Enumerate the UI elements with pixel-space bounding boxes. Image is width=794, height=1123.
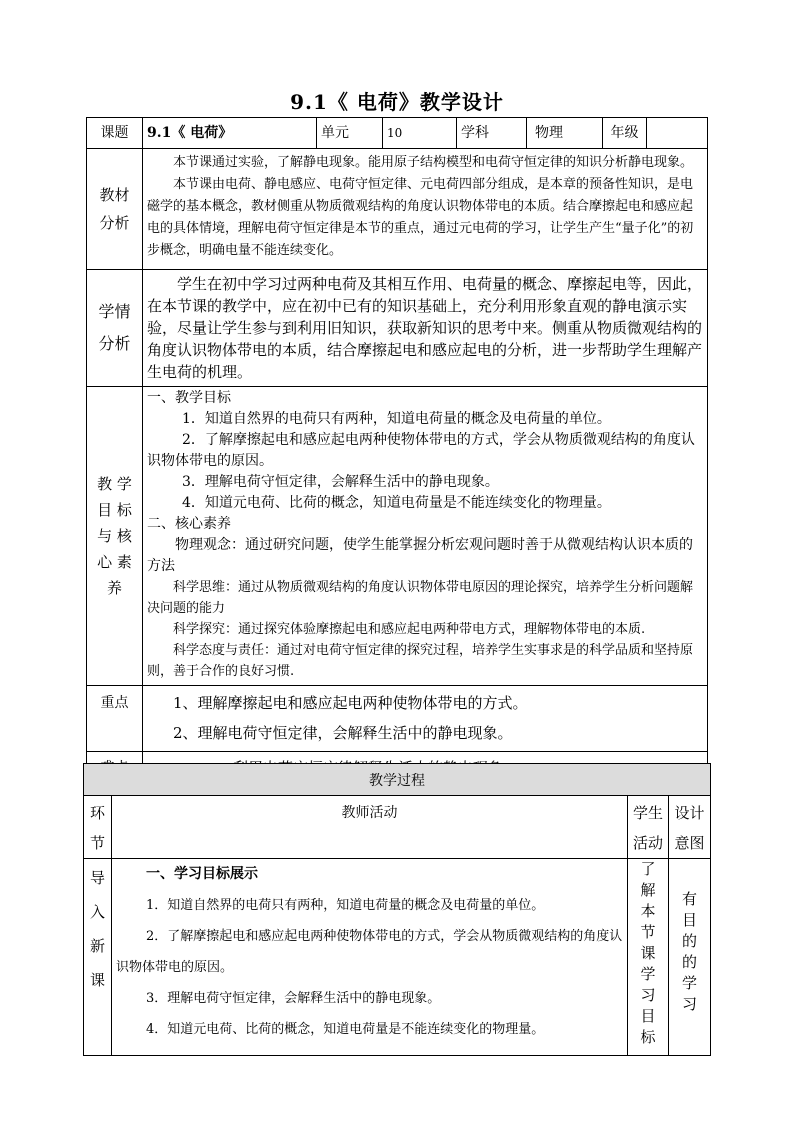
keypoint-1: 1、理解摩擦起电和感应起电两种使物体带电的方式。 (173, 694, 528, 712)
intro-item-3: 3．理解电荷守恒定律，会解释生活中的静电现象。 (146, 991, 441, 1006)
intro-item-1: 1．知道自然界的电荷只有两种，知道电荷量的概念及电荷量的单位。 (146, 898, 545, 913)
intro-heading: 一、学习目标展示 (146, 866, 258, 882)
stage-cell: 导 入 新 课 (84, 859, 112, 1056)
col-stage: 环 节 (84, 796, 112, 859)
col-teacher: 教师活动 (112, 796, 628, 859)
goal-item-4: 4．知道元电荷、比荷的概念，知道电荷量是不能连续变化的物理量。 (182, 495, 611, 511)
grade-value (647, 118, 708, 149)
keypoints-content (143, 686, 708, 752)
material-paragraph-2: 本节课由电荷、静电感应、电荷守恒定律、元电荷四部分组成，是本章的预备性知识，是电磁学的基本概念，教材侧重从物质微观结构的角度认识物体带电的本质。结合摩擦起电和感应起电的具体情境，理解电荷守恒定律是本节的重点，通过元电荷的学习，让学生产生“量子化”的初步概念，明确电量不能连续变化。 (147, 177, 694, 258)
lesson-info-table (86, 117, 708, 784)
keypoint-2: 2、理解电荷守恒定律，会解释生活中的静电现象。 (173, 724, 513, 742)
subject-label: 学科 (457, 118, 527, 149)
goals-heading-2: 二、核心素养 (147, 516, 231, 532)
student-activity: 了 解 本 节 课 学 习 目 标 (628, 859, 669, 1056)
lesson-value: 9.1《 电荷》 (143, 118, 317, 149)
core-item-2: 科学思维：通过从物质微观结构的角度认识物体带电原因的理论探究，培养学生分析问题解决问题的能力 (147, 580, 694, 616)
unit-value: 10 (383, 118, 457, 149)
teacher-activity (112, 859, 628, 1056)
process-title-row (84, 764, 711, 796)
process-title: 教学过程 (84, 764, 711, 796)
core-item-1: 物理观念：通过研究问题，使学生能掌握分析宏观问题时善于从微观结构认识本质的方法 (147, 537, 693, 574)
intro-item-4: 4．知道元电荷、比荷的概念，知道电荷量是不能连续变化的物理量。 (146, 1022, 545, 1037)
material-row (87, 149, 708, 270)
process-table (83, 763, 711, 1056)
page-title: 9.1《 电荷》教学设计 (290, 90, 504, 114)
students-row (87, 270, 708, 387)
grade-label: 年级 (603, 118, 647, 149)
material-content (143, 149, 708, 270)
students-label: 学情 分析 (87, 270, 143, 387)
goals-content (143, 387, 708, 686)
design-intent: 有 目 的 的 学 习 (669, 859, 711, 1056)
process-row-intro (84, 859, 711, 1056)
unit-label: 单元 (317, 118, 383, 149)
material-paragraph-1: 本节课通过实验，了解静电现象。能用原子结构模型和电荷守恒定律的知识分析静电现象。 (173, 155, 694, 170)
goal-item-3: 3．理解电荷守恒定律，会解释生活中的静电现象。 (182, 474, 499, 490)
col-student: 学生 活动 (628, 796, 669, 859)
keypoints-label: 重点 (87, 686, 143, 752)
intro-item-2: 2．了解摩擦起电和感应起电两种使物体带电的方式，学会从物质微观结构的角度认识物体带电的原因。 (116, 929, 623, 975)
goals-label: 教 学 目 标 与 核 心 素 养 (87, 387, 143, 686)
core-item-4: 科学态度与责任：通过对电荷守恒定律的探究过程，培养学生实事求是的科学品质和坚持原则，善于合作的良好习惯. (147, 643, 694, 679)
goal-item-2: 2．了解摩擦起电和感应起电两种使物体带电的方式，学会从物质微观结构的角度认识物体带电的原因。 (147, 432, 695, 469)
core-item-3: 科学探究：通过探究体验摩擦起电和感应起电两种带电方式，理解物体带电的本质. (173, 622, 646, 637)
col-design: 设计 意图 (669, 796, 711, 859)
keypoints-row (87, 686, 708, 752)
process-header-row (84, 796, 711, 859)
students-content (143, 270, 708, 387)
lesson-label: 课题 (87, 118, 143, 149)
header-row (87, 118, 708, 149)
goal-item-1: 1．知道自然界的电荷只有两种，知道电荷量的概念及电荷量的单位。 (182, 411, 611, 427)
material-label: 教材 分析 (87, 149, 143, 270)
subject-value: 物理 (527, 118, 603, 149)
goals-heading-1: 一、教学目标 (147, 390, 231, 406)
goals-row (87, 387, 708, 686)
students-paragraph: 学生在初中学习过两种电荷及其相互作用、电荷量的概念、摩擦起电等，因此，在本节课的教学中，应在初中已有的知识基础上，充分利用形象直观的静电演示实验，尽量让学生参与到利用旧知识，获取新知识的思考中来。侧重从物质微观结构的角度认识物体带电的本质，结合摩擦起电和感应起电的分析，进一步帮助学生理解产生电荷的机理。 (147, 275, 703, 381)
